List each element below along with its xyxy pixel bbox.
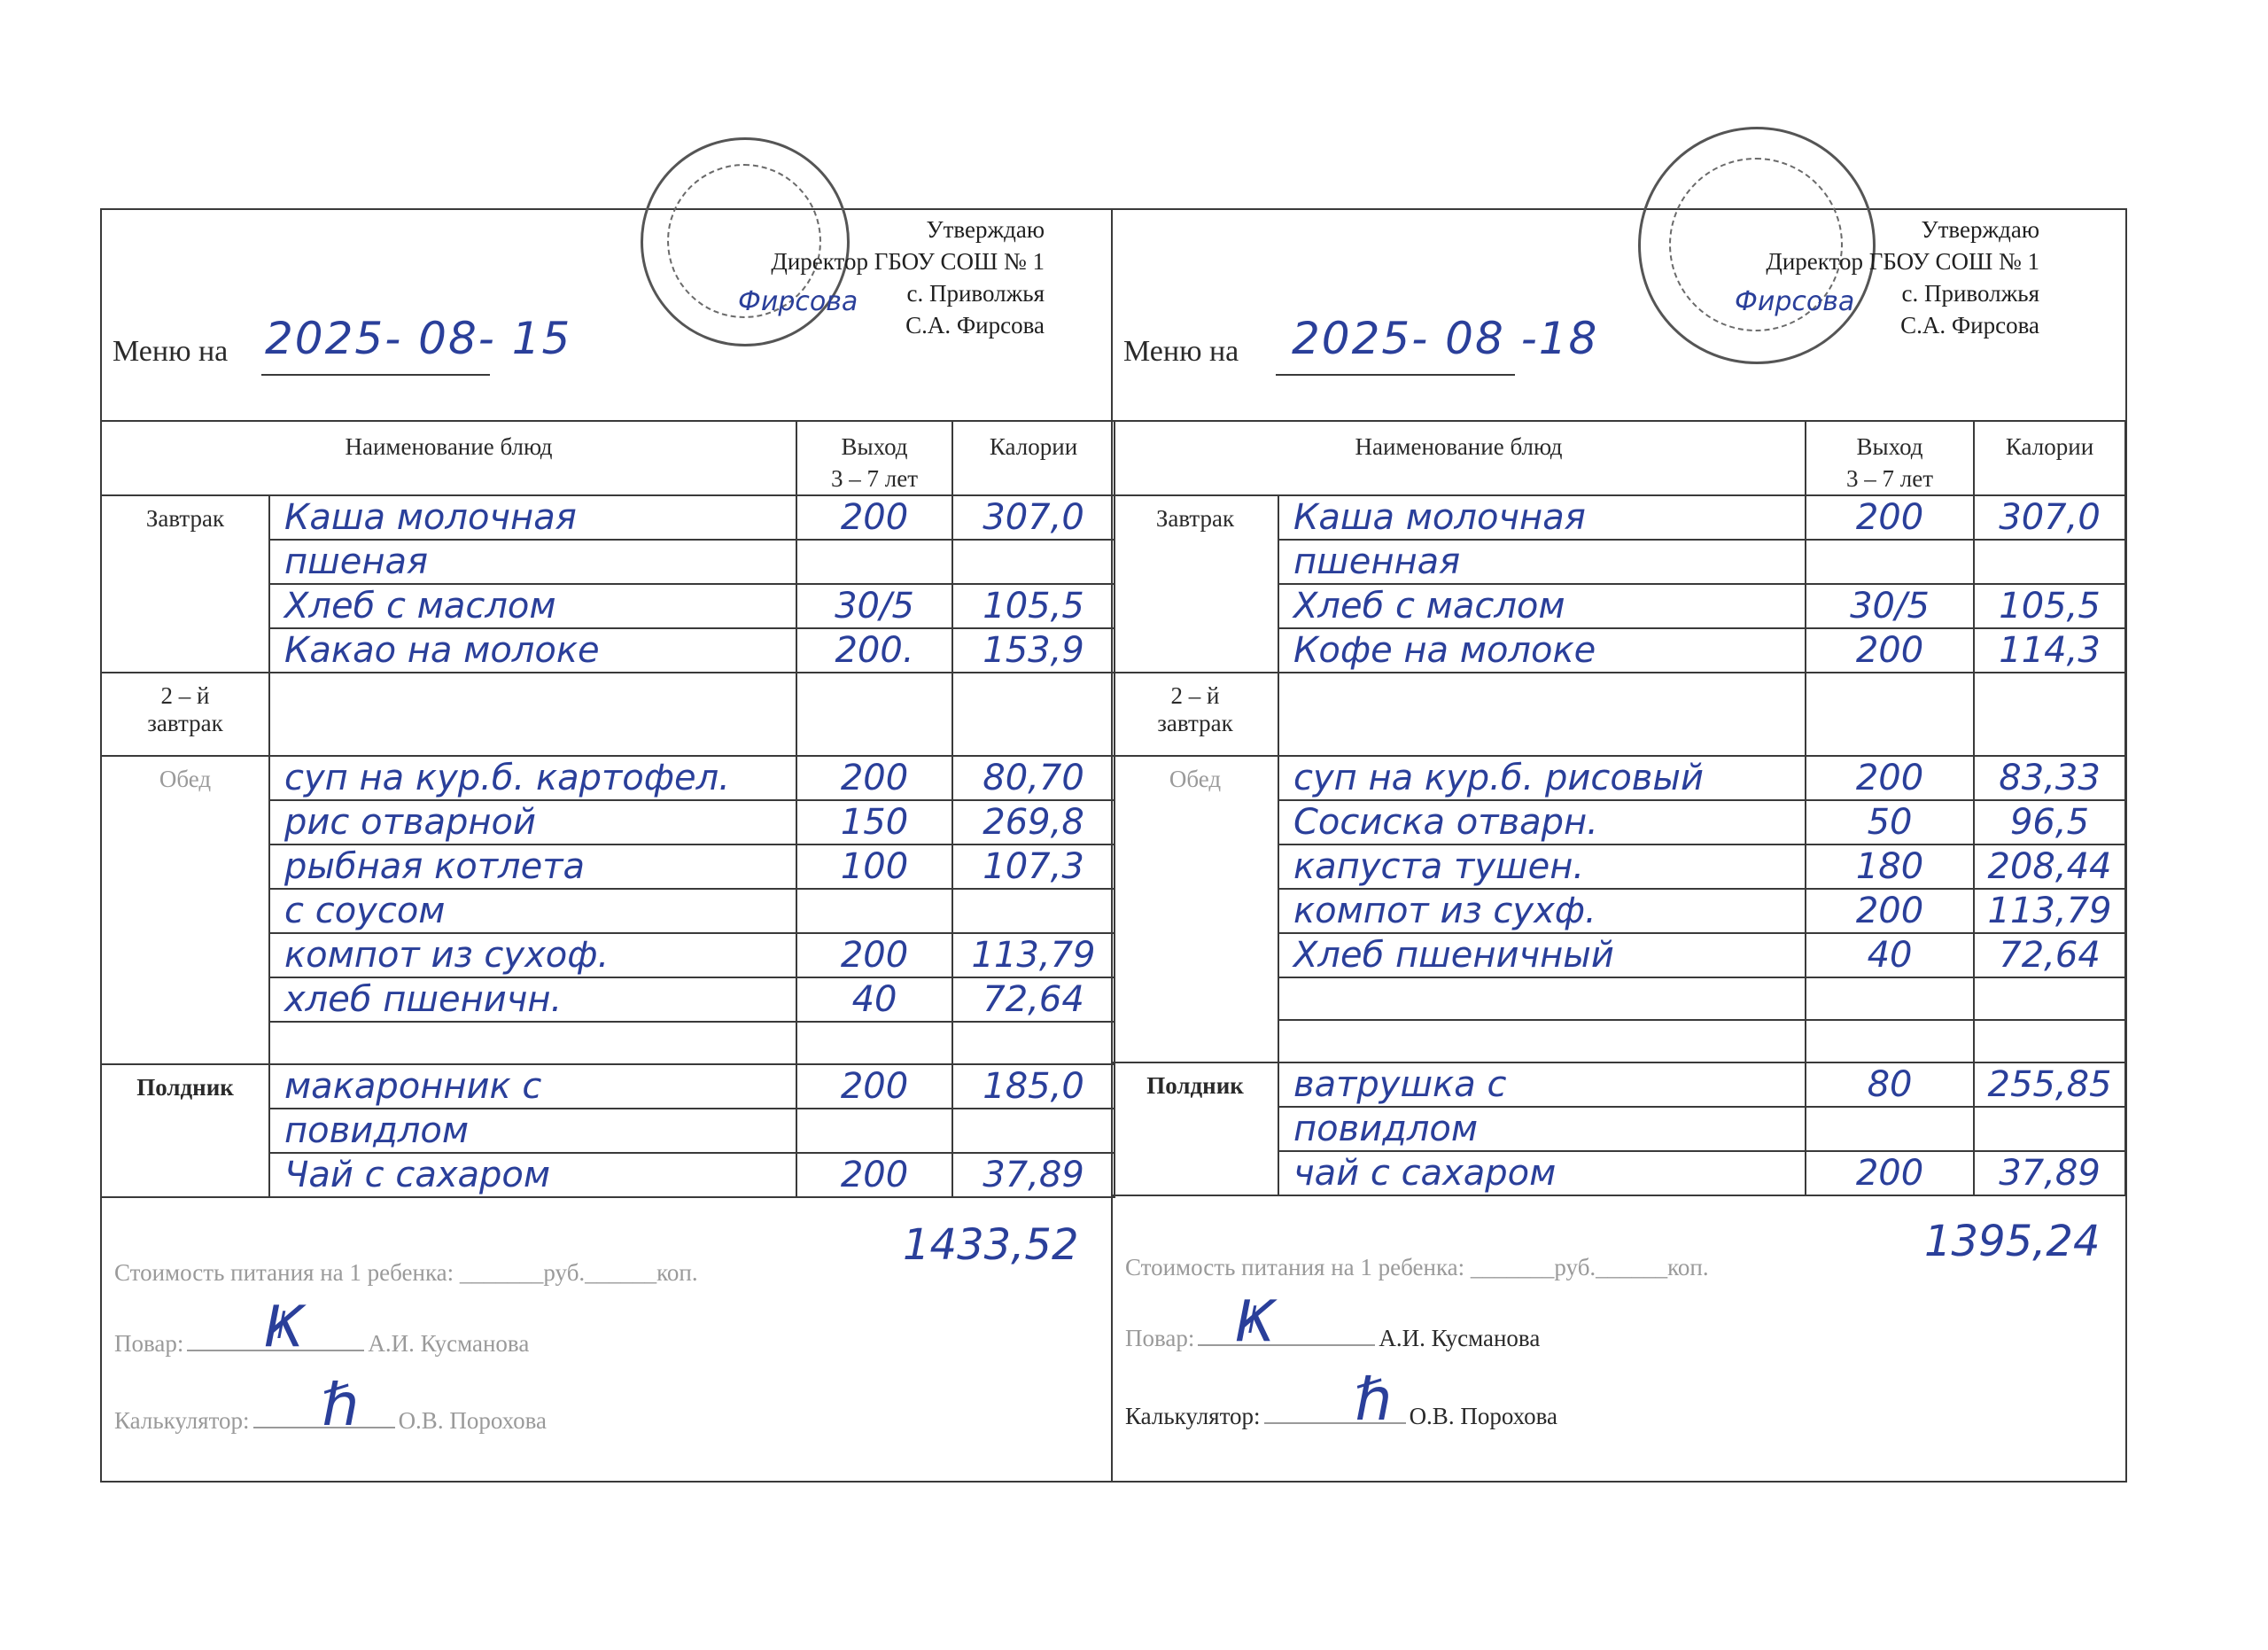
meal-snack: Полдник [1112,1062,1278,1195]
calories-cell [952,673,1115,756]
dish-cell: Чай с сахаром [269,1153,796,1197]
menu-date-label: Меню на [1123,335,1239,368]
dish-cell: Какао на молоке [269,628,796,673]
col-header-dish: Наименование блюд [101,421,796,495]
menu-left-panel [100,208,1114,1483]
menu-table [100,420,1115,1198]
calories-cell [1974,673,2125,756]
dish-cell: пшеная [269,540,796,584]
approve-village: с. Приволжья [1901,280,2039,307]
calories-cell: 307,0 [952,495,1115,540]
dish-cell: капуста тушен. [1278,844,1806,889]
meal-second-breakfast-line1: 2 – й [1170,682,1220,709]
dish-cell [269,673,796,756]
output-cell [796,1109,952,1153]
director-signature: Фирсова [1735,286,1855,317]
calories-cell: 96,5 [1974,800,2125,844]
approve-title: Утверждаю [1921,216,2039,243]
dish-cell: рис отварной [269,800,796,844]
col-header-dish: Наименование блюд [1112,421,1806,495]
output-cell: 200 [796,933,952,977]
calories-cell: 105,5 [952,584,1115,628]
dish-cell: с соусом [269,889,796,933]
cost-total-handwritten: 1395,24 [1924,1217,2101,1266]
calc-label-text: Калькулятор: [114,1407,250,1434]
output-cell [1806,540,1974,584]
dish-cell [269,1022,796,1064]
dish-cell: повидлом [269,1109,796,1153]
output-cell: 40 [1806,933,1974,977]
dish-cell: суп на кур.б. картофел. [269,756,796,800]
dish-cell: Хлеб с маслом [269,584,796,628]
col-header-output-label: Выход [1856,433,1923,460]
cook-name: А.И. Кусманова [368,1330,530,1357]
calories-cell: 307,0 [1974,495,2125,540]
output-cell: 200 [1806,1151,1974,1195]
output-cell: 30/5 [1806,584,1974,628]
dish-cell: суп на кур.б. рисовый [1278,756,1806,800]
output-cell: 200 [1806,756,1974,800]
dish-cell: ватрушка с [1278,1062,1806,1107]
col-header-calories: Калории [1974,421,2125,495]
col-header-output [796,421,952,495]
output-cell [796,1022,952,1064]
menu-date-handwritten: 2025- 08- 15 [265,313,572,364]
director-signature: Фирсова [738,286,858,317]
cost-label: Стоимость питания на 1 ребенка: _______руб.______коп. [114,1259,698,1286]
col-header-output-age: 3 – 7 лет [831,465,919,492]
approval-block [771,214,1045,341]
output-cell: 200 [796,1153,952,1197]
calories-cell [1974,1020,2125,1062]
dish-cell: Каша молочная [269,495,796,540]
output-cell: 200 [1806,889,1974,933]
approve-name: С.А. Фирсова [1900,312,2039,339]
menu-date-label: Меню на [113,335,229,368]
output-cell: 200 [1806,495,1974,540]
calories-cell [1974,977,2125,1020]
dish-cell: повидлом [1278,1107,1806,1151]
calories-cell: 105,5 [1974,584,2125,628]
output-cell [796,889,952,933]
calories-cell: 72,64 [952,977,1115,1022]
output-cell: 200 [796,1064,952,1109]
approve-position: Директор ГБОУ СОШ № 1 [771,248,1045,275]
col-header-output-age: 3 – 7 лет [1846,465,1934,492]
approve-position: Директор ГБОУ СОШ № 1 [1766,248,2039,275]
approve-title: Утверждаю [926,216,1045,243]
meal-second-breakfast-line1: 2 – й [160,682,210,709]
dish-cell [1278,673,1806,756]
output-cell: 200. [796,628,952,673]
meal-second-breakfast-line2: завтрак [147,710,223,736]
dish-cell: компот из сухоф. [269,933,796,977]
meal-snack: Полдник [101,1064,269,1197]
calc-name: О.В. Порохова [1409,1403,1557,1429]
cook-label-text: Повар: [1125,1325,1195,1351]
cook-sign-line [1198,1344,1375,1346]
output-cell: 40 [796,977,952,1022]
calories-cell: 72,64 [1974,933,2125,977]
output-cell [1806,673,1974,756]
menu-right-panel [1111,208,2124,1483]
output-cell: 30/5 [796,584,952,628]
cook-signature-mark: Ҝ [1235,1289,1276,1355]
cook-label [114,1330,529,1358]
output-cell [796,673,952,756]
meal-second-breakfast-line2: завтрак [1157,710,1233,736]
output-cell: 180 [1806,844,1974,889]
output-cell [796,540,952,584]
calculator-signature-mark: ℏ [322,1371,359,1439]
col-header-output [1806,421,1974,495]
menu-table [1111,420,2126,1196]
meal-lunch: Обед [101,756,269,1064]
calories-cell: 113,79 [952,933,1115,977]
output-cell: 200 [796,495,952,540]
meal-second-breakfast [101,673,269,756]
meal-second-breakfast [1112,673,1278,756]
calories-cell: 114,3 [1974,628,2125,673]
cook-label-text: Повар: [114,1330,184,1357]
cook-label [1125,1325,1540,1352]
dish-cell: Хлеб с маслом [1278,584,1806,628]
dish-cell: рыбная котлета [269,844,796,889]
dish-cell: хлеб пшеничн. [269,977,796,1022]
calc-label [1125,1403,1557,1430]
col-header-calories: Калории [952,421,1115,495]
date-underline [1276,374,1515,376]
calories-cell [952,1022,1115,1064]
calories-cell: 113,79 [1974,889,2125,933]
dish-cell: Кофе на молоке [1278,628,1806,673]
dish-cell [1278,1020,1806,1062]
calories-cell [952,1109,1115,1153]
meal-breakfast: Завтрак [1112,495,1278,673]
output-cell: 50 [1806,800,1974,844]
approval-block [1766,214,2039,341]
cook-signature-mark: Ҝ [264,1295,305,1360]
calories-cell: 107,3 [952,844,1115,889]
dish-cell: макаронник с [269,1064,796,1109]
meal-lunch: Обед [1112,756,1278,1062]
dish-cell: Каша молочная [1278,495,1806,540]
calories-cell [952,889,1115,933]
calories-cell: 255,85 [1974,1062,2125,1107]
calories-cell [1974,1107,2125,1151]
calories-cell: 83,33 [1974,756,2125,800]
approve-name: С.А. Фирсова [905,312,1045,339]
cost-label: Стоимость питания на 1 ребенка: _______руб.______коп. [1125,1254,1709,1280]
calories-cell: 37,89 [952,1153,1115,1197]
output-cell: 100 [796,844,952,889]
dish-cell: Сосиска отварн. [1278,800,1806,844]
cook-name: А.И. Кусманова [1379,1325,1541,1351]
output-cell [1806,977,1974,1020]
output-cell [1806,1020,1974,1062]
output-cell: 150 [796,800,952,844]
cost-total-handwritten: 1433,52 [903,1220,1079,1270]
col-header-output-label: Выход [841,433,908,460]
calories-cell [1974,540,2125,584]
calc-label-text: Калькулятор: [1125,1403,1261,1429]
calculator-signature-mark: ℏ [1355,1366,1392,1434]
menu-date-handwritten: 2025- 08 -18 [1292,313,1599,364]
dish-cell: Хлеб пшеничный [1278,933,1806,977]
dish-cell [1278,977,1806,1020]
calories-cell: 208,44 [1974,844,2125,889]
calories-cell: 185,0 [952,1064,1115,1109]
output-cell: 200 [796,756,952,800]
dish-cell: пшенная [1278,540,1806,584]
calories-cell: 80,70 [952,756,1115,800]
calories-cell: 269,8 [952,800,1115,844]
calories-cell: 153,9 [952,628,1115,673]
calories-cell [952,540,1115,584]
calc-name: О.В. Порохова [398,1407,547,1434]
calories-cell: 37,89 [1974,1151,2125,1195]
approve-village: с. Приволжья [906,280,1045,307]
meal-breakfast: Завтрак [101,495,269,673]
output-cell: 80 [1806,1062,1974,1107]
date-underline [261,374,490,376]
output-cell: 200 [1806,628,1974,673]
output-cell [1806,1107,1974,1151]
dish-cell: компот из сухф. [1278,889,1806,933]
dish-cell: чай с сахаром [1278,1151,1806,1195]
